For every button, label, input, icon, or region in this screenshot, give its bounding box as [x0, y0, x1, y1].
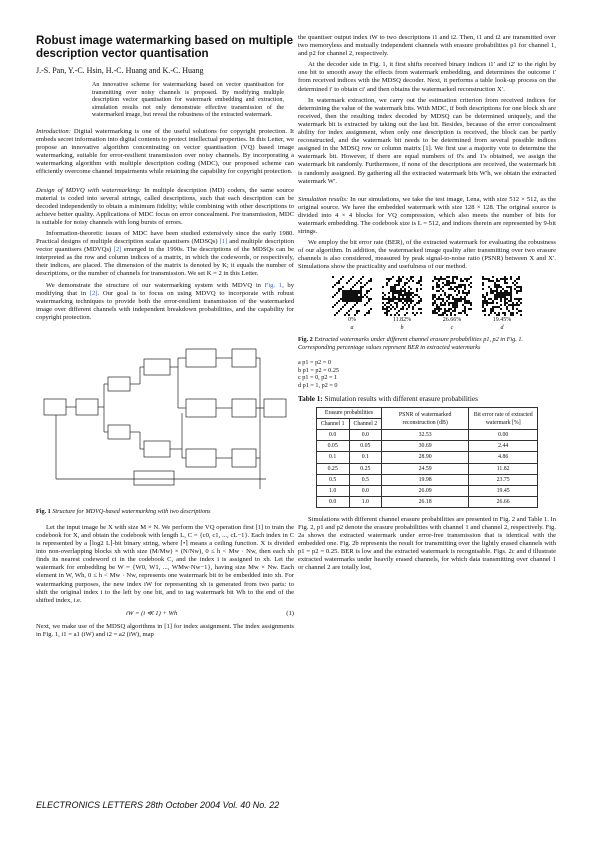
table-1 — [316, 407, 538, 508]
table-cell: 23.75 — [469, 474, 538, 485]
condition-a: a p1 = p2 = 0 — [298, 359, 331, 367]
paper-title: Robust image watermarking based on multiple description vector quantisation — [36, 34, 294, 60]
table-cell: 4.86 — [469, 452, 538, 463]
table-cell: 11.82 — [469, 463, 538, 474]
header-channel-2: Channel 2 — [349, 419, 382, 430]
table-cell: 32.53 — [382, 430, 469, 441]
letter-b: b — [400, 324, 404, 331]
ber-label-c: 26.66% — [442, 316, 462, 323]
figure-2-percentages — [298, 316, 556, 324]
abstract: An innovative scheme for watermarking based on vector quantisation for transmitting over noisy channels is proposed. By modifying multiple description vector quantisation for watermark embedding and extraction, simulation results not only demonstrate effective transmission of the watermarked image, but reveal the robustness of the extracted watermark. — [92, 82, 284, 119]
letter-d: d — [500, 324, 504, 331]
table-cell: 0.0 — [349, 430, 382, 441]
table-cell: 0.5 — [316, 474, 349, 485]
figure-2-label: Fig. 2 — [298, 335, 313, 343]
design-text-2b: and multiple description vector quantisers (MDVQs) — [36, 238, 294, 254]
table-cell: 26.66 — [469, 496, 538, 507]
ref-link-1[interactable]: [1] — [219, 238, 228, 246]
table-row — [316, 474, 537, 485]
ber-label-a: 0% — [348, 316, 356, 323]
equation-body: iW = (i ≪ 1) + Wh — [126, 609, 178, 617]
figure-1-diagram — [36, 329, 294, 499]
design-lead: Design of MDVQ with watermarking: — [36, 186, 142, 194]
intro-text: Digital watermarking is one of the useful solutions for copyright protection. It embeds secret information into digital contents to protect intellectual properties. In this Letter, we propose an innovative algorithm concentrating on vector quantisation (VQ) based image watermarking, suitable for error-resilient transmission over noisy channels. By incorporating a watermarking algorithm with multiple description coding (MDC), our proposed scheme can efficiently overcome channel impairments while retaining the capability for copyright protection. — [36, 127, 294, 176]
table-row — [316, 452, 537, 463]
left-column — [36, 34, 294, 642]
method-paragraph-2: Next, we make use of the MDSQ algorithms in [1] for index assignment. The index assignments in Fig. 1, i1 = a1 (iW) and i2 = a2 (iW), map — [36, 622, 294, 639]
condition-c: c p1 = 0, p2 = 1 — [298, 374, 338, 382]
ref-link-2[interactable]: [2] — [113, 246, 122, 254]
figure-1-caption — [36, 508, 294, 516]
equation-1 — [36, 610, 294, 618]
table-cell: 2.44 — [469, 441, 538, 452]
table-row — [316, 463, 537, 474]
letter-c: c — [450, 324, 454, 331]
table-cell: 0.5 — [349, 474, 382, 485]
table-cell: 0.0 — [349, 485, 382, 496]
simulation-lead: Simulation results: — [298, 195, 349, 203]
right-paragraph-3: In watermark extraction, we carry out the estimation criterion from received indices for determining the value of the watermark bits. With MDC, if both descriptions for one block xh are received, then the resulting index decoded by MDSQ can be determined uniquely, and the watermark bit is extracted by taking out the last bit. Besides, because of the error concealment ability for index assignment, when only one description is received, the block can be partly reconstructed, and the watermark bit needs to be determined from several possible indices assigned in the MDSQ row or column matrix [1]. We first use a majority vote to determine the watermark bit. However, if there are equal numbers of 0's and 1's obtained, we assign the watermark bit randomly. Furthermore, if none of the descriptions are received, the watermark bit is randomly assigned. By gathering all the extracted watermark bits W′h, we obtain the extracted watermark W′. — [298, 96, 556, 185]
ber-label-b: 11.82% — [392, 316, 412, 323]
figure-2-caption-text: Extracted watermarks under different channel erasure probabilities p1, p2 in Fig. 1. Corresponding percentage values represent BER in extracted watermarks — [298, 335, 523, 351]
watermark-image-d — [482, 276, 522, 316]
authors: J.-S. Pan, Y.-C. Hsin, H.-C. Huang and K.-C. Huang — [36, 66, 204, 75]
table-cell: 30.69 — [382, 441, 469, 452]
design-text-3a: We demonstrate the structure of our watermarking system with MDVQ in — [46, 281, 261, 289]
right-column — [298, 34, 556, 576]
design-paragraph-3 — [36, 282, 294, 322]
closing-paragraph: Simulations with different channel erasure probabilities are presented in Fig. 2 and Table 1. In Fig. 2, p1 and p2 denote the erasure probabilities with channel 1 and channel 2, respectively. Fig. 2a shows the extracted watermark under error-free transmission that is identical with the embedded one. Fig. 2b represents the result for transmitting over the lightly erased channels with p1 = p2 = 0.25. BER is low and the extracted watermark is recognisable. Figs. 2c and d illustrate extracted watermarks under heavily erased channels, for which data transmitting over channel 1 or channel 2 are totally lost, — [298, 515, 556, 572]
condition-d: d p1 = 1, p2 = 0 — [298, 381, 338, 389]
figure-1-caption-text: Structure for MDVQ-based watermarking with two descriptions — [52, 508, 211, 516]
watermark-image-c — [432, 276, 472, 316]
letter-a: a — [350, 324, 354, 331]
watermark-image-a — [332, 276, 372, 316]
table-cell: 1.0 — [349, 496, 382, 507]
table-1-label: Table 1: — [298, 394, 323, 403]
ber-label-d: 19.45% — [492, 316, 512, 323]
table-row — [316, 441, 537, 452]
table-cell: 19.98 — [382, 474, 469, 485]
table-cell: 0.25 — [349, 463, 382, 474]
equation-number: (1) — [286, 609, 294, 617]
table-cell: 28.90 — [382, 452, 469, 463]
intro-paragraph — [36, 128, 294, 177]
figure-2-caption — [298, 336, 556, 352]
table-cell: 0.1 — [316, 452, 349, 463]
table-cell: 19.45 — [469, 485, 538, 496]
table-cell: 0.05 — [316, 441, 349, 452]
table-row — [316, 485, 537, 496]
table-cell: 0.1 — [349, 452, 382, 463]
design-paragraph-2 — [36, 230, 294, 279]
method-paragraph-1: Let the input image be X with size M × N. We perform the VQ operation first [1] to train the codebook for X, and obtain the codebook with length L, C = {c0, c1, ..., cL−1}. Each index in C is represented by a ⌈log2 L⌉-bit binary string, where ⌈•⌉ means a ceiling function. X is divided into non-overlapping blocks xh with size (M/Mw) × (N/Nw), 0 ≤ h < Mw · Nw, then each xh finds its nearest codeword ci in the codebook C, and the index i is assigned to xh. Let the watermark for embedding be W = {W0, W1, ..., WMw·Nw−1}, having size Mw × Nw. Each element in W, Wh, 0 ≤ h < Mw · Nw, represents one watermark bit to be embedded into xh. For watermarking purposes, the new index iW for representing xh is generated from two parts: to shift the original index i to the left by one bit, and to tag watermark bit Wh to the end of the shifted index, i.e. — [36, 523, 294, 604]
ref-link-2b[interactable]: [2] — [89, 289, 98, 297]
condition-b: b p1 = p2 = 0.25 — [298, 366, 340, 374]
watermark-image-b — [382, 276, 422, 316]
design-text-2a: Information-theoretic issues of MDC have been studied extensively since the early 1980. Practical designs of multiple description scalar quantisers (MDSQs) — [36, 230, 294, 246]
table-row — [316, 496, 537, 507]
table-cell: 26.09 — [382, 485, 469, 496]
design-text-3c: . Our goal is to focus on using MDVQ to incorporate with robust watermarking techniques to provide both the error-resilient transmission of the watermarked image over different channels with independent breakdown probabilities, and the capability for copyright protection. — [36, 289, 294, 321]
figure-1-label: Fig. 1 — [36, 508, 51, 516]
table-1-title-text: Simulation results with different erasure probabilities — [324, 394, 478, 403]
table-cell: 0.05 — [349, 441, 382, 452]
simulation-paragraph-2: We employ the bit error rate (BER), of the extracted watermark for evaluating the robustness of our algorithm. In addition, the watermarked image quality after transmitting over two erasure channels is also considered, measured by peak signal-to-noise ratio (PSNR) between X and X′. Simulations show the practicality and usefulness of our method. — [298, 239, 556, 271]
table-1-title — [298, 395, 556, 403]
header-psnr: PSNR of watermarked reconstruction (dB) — [382, 408, 469, 430]
intro-lead: Introduction: — [36, 127, 71, 135]
header-ber: Bit error rate of extracted watermark [%] — [469, 408, 538, 430]
simulation-paragraph — [298, 196, 556, 236]
design-text-2c: emerged in the 1990s. The descriptions of the MDSQs can be interpreted as the row and column indices of a matrix, in which the codewords, or respectively, their indices, are placed. The dimension of the matrix is denoted by K; it equals the number of descriptions, or the number of channels for transmission. We set K = 2 in this Letter. — [36, 246, 294, 278]
design-text-3b: , by modifying that in — [36, 281, 295, 297]
table-cell: 0.00 — [469, 430, 538, 441]
table-cell: 24.59 — [382, 463, 469, 474]
right-paragraph-1: the quantiser output index iW to two descriptions i1 and i2. Then, i1 and i2 are transmitted over two memoryless and mutually independent channels with erasure probabilities p1 for channel 1, and p2 for channel 2, respectively. — [298, 34, 556, 58]
design-paragraph — [36, 187, 294, 227]
figure-2-images — [298, 276, 556, 316]
simulation-text: In our simulations, we take the test image, Lena, with size 512 × 512, as the original source. We have the embedded watermark with size 128 × 128. The original source is divided into 4 × 4 blocks for VQ compression, which also meets the number of bits for watermark embedding. The codebook size is L = 512, and indices therein are represented by 9-bit strings. — [298, 195, 556, 236]
table-cell: 0.0 — [316, 430, 349, 441]
table-row — [316, 430, 537, 441]
table-cell: 26.18 — [382, 496, 469, 507]
header-erasure: Erasure probabilities — [316, 408, 381, 419]
table-cell: 0.25 — [316, 463, 349, 474]
header-channel-1: Channel 1 — [316, 419, 349, 430]
footer: ELECTRONICS LETTERS 28th October 2004 Vol. 40 No. 22 — [36, 800, 280, 810]
table-cell: 1.0 — [316, 485, 349, 496]
figure-2-letters — [298, 324, 556, 332]
right-paragraph-2: At the decoder side in Fig. 1, it first shifts received binary indices i1′ and i2′ to the right by one bit to smooth away the effects from watermark embedding, and determines the outcome i′ from received indices with the MDSQ decoder. Next, it performs a table look-up process on the determined i′ to obtain ci′ and then obtains the watermarked reconstruction X′. — [298, 61, 556, 93]
table-cell: 0.0 — [316, 496, 349, 507]
fig1-link[interactable]: Fig. 1 — [264, 281, 283, 289]
design-text-1: In multiple description (MD) coders, the same source material is coded into several strings, called descriptions, such that each description can be decoded independently to obtain a minimum fidelity; while combining with other descriptions to achieve better quality. Applications of MDC focus on error concealment. For transmission, MDC is suitable for noisy channels with long bursts of errors. — [36, 186, 295, 226]
figure-2-conditions — [298, 359, 556, 389]
